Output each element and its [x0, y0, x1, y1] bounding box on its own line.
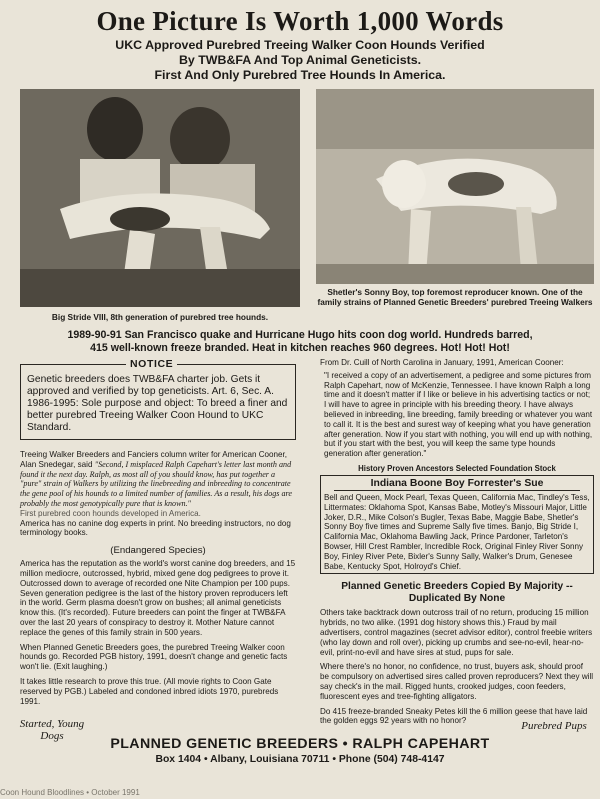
footer-name: PLANNED GENETIC BREEDERS • RALPH CAPEHART [110, 736, 490, 752]
photo-right-caption: Shetler's Sonny Boy, top foremost reproducer known. One of the family strains of Planned Genetic Breeders' purebred Treeing Walkers [317, 287, 593, 307]
notice-box [20, 364, 296, 440]
endangered-heading: (Endangered Species) [110, 545, 206, 557]
foundation-stock-name: Indiana Boone Boy Forrester's Sue [334, 478, 580, 491]
cuill-intro: From Dr. Cuill of North Carolina in January, 1991, American Cooner: [320, 358, 564, 367]
right-column [320, 358, 594, 731]
footer-right-tag: Purebred Pups [521, 720, 587, 732]
subhead-line-2: By TWB&FA And Top Animal Geneticists. [178, 53, 422, 67]
footer-cut-text: Coon Hound Bloodlines • October 1991 [0, 788, 140, 797]
foundation-stock-title: History Proven Ancestors Selected Foundation Stock [358, 463, 556, 473]
notice-section [20, 358, 296, 440]
foundation-stock-list: Bell and Queen, Mock Pearl, Texas Queen, California Mac, Tindley's Tess, Littermates: Oklahoma Spot, Kansas Babe, Motley's Missouri Major, Little Joker, D.R., Mike Colson's Bugler, Texas Babe, Maggie Babe, Shetler's Sonny Boy five times and Supreme Sally five times. Banjo, Big Stride I, California Mac, Oklahoma Bawling Jack, Prince Pardoner, Tarleton's Bowser, Hill Crest Rambler, Incredible Rock, Original Finley River Sonny Boy, Finley River Pete, Bixler's Sunny Sally, Walker's Drum, Genesee Babe, Kentucky Spot, Holroyd's Chief. [324, 492, 590, 571]
left-paragraph-1: America has the reputation as the world's worst canine dog breeders, and 15 million mediocre, outcrossed, hybrid, mixed gene dog pedigrees to prove it. Outcrossed down to average of recorded one Nite Champion per 100 pups. Seven generation pedigree is the last of the history proven reproducers left in the world. Germ plasma doesn't grow on bushes; all animal geneticists know this. (It's recorded). Future breeders can point the finger at TWB&FA over the last 20 years of conspiracy to destroy it. Mother Nature cannot replace the genes of this family strain in 500 years. [20, 559, 296, 637]
footer [0, 736, 600, 765]
right-paragraph-3: Do 415 freeze-branded Sneaky Petes kill the 6 million geese that have laid the golden eggs 92 years with no honor? [320, 706, 588, 726]
copied-heading-line-2: Duplicated By None [408, 593, 506, 605]
subhead [14, 38, 586, 83]
copied-heading [320, 581, 594, 605]
photo-big-stride [20, 89, 300, 307]
photo-sonny-boy-image [316, 89, 594, 284]
left-paragraph-2: When Planned Genetic Breeders goes, the purebred Treeing Walker coon hounds go. Recorded PGB history, 1991, doesn't change and genetic facts won't lie. (Exit laughing.) [20, 642, 288, 672]
notice-body: Genetic breeders does TWB&FA charter job. Gets it approved and verified by top geneticists. Art. 6, Sec. A. 1986-1995: Sole purpose and object: To breed a finer and better purebred Treeing Walker Coon Hound to UKC Standard. [27, 374, 288, 433]
foundation-stock-box [320, 475, 594, 574]
footer-address: Box 1404 • Albany, Louisiana 70711 • Phone (504) 748-4147 [155, 754, 445, 765]
left-paragraph-3: It takes little research to prove this true. (All movie rights to Coon Gate reserved by PGB.) Labeled and condoned inbred idiots 1970, purebreds 1991. [20, 676, 279, 706]
photo-big-stride-image [20, 89, 300, 307]
notice-title: NOTICE [126, 358, 177, 370]
subhead-line-1: UKC Approved Purebred Treeing Walker Coon Hounds Verified [115, 38, 485, 52]
cuill-quote: "I received a copy of an advertisement, a pedigree and some pictures from Ralph Capehart, now of McKenzie, Tennessee. I have known Ralph a long time and it doesn't matter if I like or believe in his advertising tactics or not; I will have to agree in principle with his breeding theory. I have always believed in inbreeding, line breeding, family breeding or whatever you want to call it. It is the best and surest way of keeping what you have generation after generation. Now if you start with nothing, you will end up with nothing, but if you start with the best, you will keep the same type hounds generation after generation." [324, 370, 593, 459]
right-paragraph-1: Others take backtrack down outcross trail of no return, producing 15 million hybrids, no two alike. (1991 dog history shows this.) Fraud by mail advertisers, control magazines (secret advisor editor), control freebie writers (who lay down and roll over), picking up crumbs and see-no-evil, hear-no-evil, print-no-evil and have sires at stud, pups for sale. [320, 608, 593, 657]
quake-line-1: 1989-90-91 San Francisco quake and Hurricane Hugo hits coon dog world. Hundreds barred, [67, 329, 533, 341]
subhead-line-3: First And Only Purebred Tree Hounds In America. [154, 68, 446, 82]
photos-row [14, 89, 593, 327]
first-purebred-line: First purebred coon hounds developed in America. [20, 508, 201, 518]
right-paragraph-2: Where there's no honor, no confidence, no trust, buyers ask, should proof be compulsory on advertised sires called proven reproducers? Next they will say check's in the mail. Rigged hunts, crooked judges, coon feeders, fluorescent eyes and tree-fighting alligators. [320, 662, 594, 701]
quake-banner [14, 329, 586, 354]
photo-left-caption: Big Stride VIII, 8th generation of purebred tree hounds. [51, 312, 269, 322]
quake-line-2: 415 well-known freeze branded. Heat in kitchen reaches 960 degrees. Hot! Hot! Hot! [90, 341, 510, 354]
snedegar-intro: Treeing Walker Breeders and Fanciers column writer for American Cooner, Alan Snedegar, said [20, 450, 288, 469]
left-column [20, 358, 296, 711]
headline: One Picture Is Worth 1,000 Words [96, 6, 504, 36]
snedegar-block [20, 450, 296, 509]
footer-left-tag: Started, Young Dogs [19, 718, 85, 742]
photo-sonny-boy [316, 89, 594, 284]
no-experts-line: America has no canine dog experts in print. No breeding instructors, no dog terminology books. [20, 518, 291, 538]
copied-heading-line-1: Planned Genetic Breeders Copied By Majority -- [341, 581, 573, 593]
snedegar-quote: "Second, I misplaced Ralph Capehart's letter last month and found it the next day. Ralph, as most all of you should know, has put together a "pure" strain of Walkers by utilizing the linebreeding and inbreeding to concentrate the gene pool of his hounds to a limited number of families. As a result, his dogs are probably the most genotypically pure that is known." [20, 459, 292, 508]
